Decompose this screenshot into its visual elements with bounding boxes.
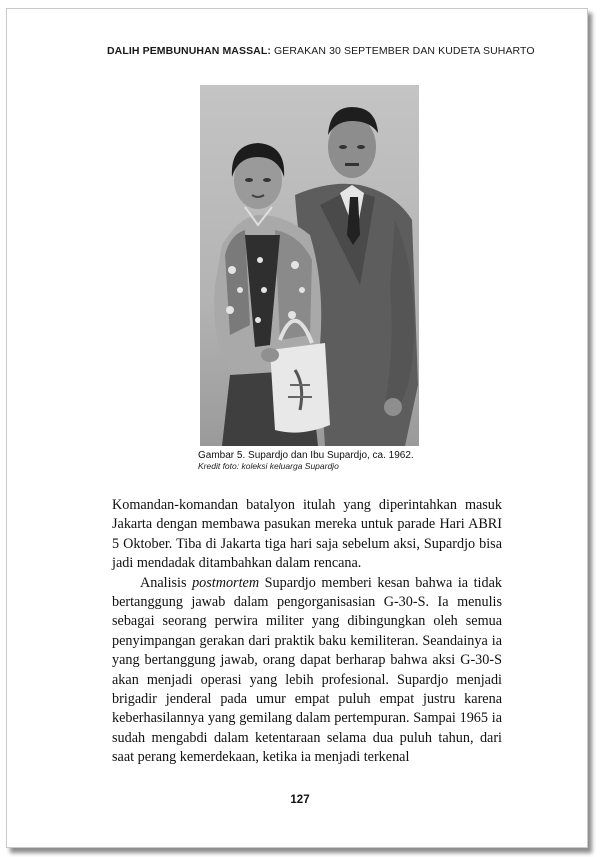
paragraph-2-lead: Analisis — [140, 574, 193, 591]
header-subtitle: GERAKAN 30 SEPTEMBER DAN KUDETA SUHARTO — [270, 45, 535, 57]
paragraph-2 — [112, 574, 502, 768]
photo-illustration — [200, 85, 419, 446]
paragraph-2-italic: postmortem — [192, 574, 260, 591]
page-number: 127 — [290, 794, 310, 806]
running-header — [107, 45, 535, 57]
photo-credit: Kredit foto: koleksi keluarga Supardjo — [198, 461, 339, 471]
header-title: DALIH PEMBUNUHAN MASSAL: — [107, 45, 271, 57]
figure-caption-block — [198, 450, 414, 472]
body-text — [112, 496, 502, 768]
paragraph-2-rest: Supardjo memberi kesan bahwa ia tidak bertanggung jawab dalam pengorganisasian G-30-S. Ia menulis sebagai seorang perwira militer yang dibingungkan oleh semua penyimpangan gerakan dari praktik baku kemiliteran. Seandainya ia yang bertanggung jawab, orang dapat berharap bahwa aksi G-30-S akan menjadi operasi yang lebih profesional. Supardjo menjadi brigadir jenderal pada umur empat puluh empat justru karena keberhasilannya yang gemilang dalam pertempuran. Sampai 1965 ia sudah mengabdi dalam ketentaraan selama dua puluh tahun, dari saat perang kemerdekaan, ketika ia menjadi terkenal — [112, 574, 502, 766]
paragraph-1: Komandan-komandan batalyon itulah yang diperintahkan masuk Jakarta dengan membawa pasukan mereka untuk parade Hari ABRI 5 Oktober. Tiba di Jakarta tiga hari saja sebelum aksi, Supardjo bisa jadi mendadak ditambahkan dalam rencana. — [112, 497, 502, 572]
figure-caption: Gambar 5. Supardjo dan Ibu Supardjo, ca. 1962. — [198, 450, 414, 461]
historical-photo — [200, 85, 419, 446]
